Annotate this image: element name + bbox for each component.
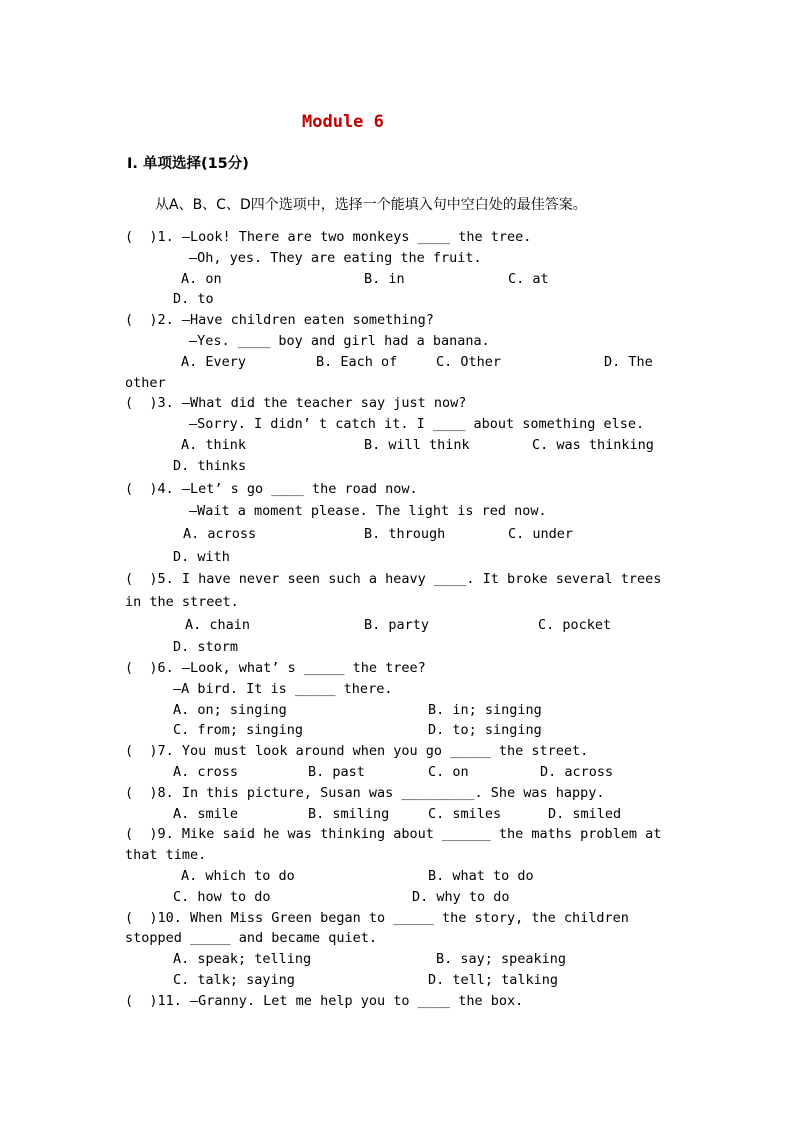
section-heading: Ⅰ. 单项选择(15分) bbox=[127, 156, 249, 172]
question-7-option-b: B. past bbox=[308, 764, 365, 780]
question-9-option-b: B. what to do bbox=[428, 868, 534, 884]
question-2-reply: —Yes. ____ boy and girl had a banana. bbox=[189, 333, 490, 349]
question-9-wrap: that time. bbox=[125, 847, 207, 863]
question-3-reply: —Sorry. I didn’ t catch it. I ____ about something else. bbox=[189, 416, 645, 432]
question-9-option-d: D. why to do bbox=[412, 889, 510, 905]
question-7-option-d: D. across bbox=[540, 764, 614, 780]
question-11-stem: ( )11. —Granny. Let me help you to ____ the box. bbox=[125, 993, 524, 1009]
question-1-option-a: A. on bbox=[181, 271, 222, 287]
question-6-stem: ( )6. —Look, what’ s _____ the tree? bbox=[125, 660, 426, 676]
question-4-stem: ( )4. —Let’ s go ____ the road now. bbox=[125, 481, 418, 497]
question-6-option-b: B. in; singing bbox=[428, 702, 542, 718]
question-2-option-d: D. The bbox=[604, 354, 653, 370]
question-5-option-a: A. chain bbox=[185, 617, 251, 633]
question-10-wrap: stopped _____ and became quiet. bbox=[125, 930, 377, 946]
question-10-option-a: A. speak; telling bbox=[173, 951, 312, 967]
question-6-option-d: D. to; singing bbox=[428, 722, 542, 738]
question-4-reply: —Wait a moment please. The light is red now. bbox=[189, 503, 547, 519]
question-2-option-b: B. Each of bbox=[316, 354, 398, 370]
question-1-option-b: B. in bbox=[364, 271, 405, 287]
question-8-option-b: B. smiling bbox=[308, 806, 390, 822]
question-7-option-c: C. on bbox=[428, 764, 469, 780]
question-1-reply: —Oh, yes. They are eating the fruit. bbox=[189, 250, 482, 266]
question-3-option-a: A. think bbox=[181, 437, 247, 453]
question-9-option-c: C. how to do bbox=[173, 889, 271, 905]
question-5-option-c: C. pocket bbox=[538, 617, 612, 633]
question-6-option-a: A. on; singing bbox=[173, 702, 287, 718]
question-5-option-b: B. party bbox=[364, 617, 430, 633]
question-8-option-c: C. smiles bbox=[428, 806, 502, 822]
question-1-option-c: C. at bbox=[508, 271, 549, 287]
question-10-option-b: B. say; speaking bbox=[436, 951, 567, 967]
question-5-wrap: in the street. bbox=[125, 594, 239, 610]
question-6-reply: —A bird. It is _____ there. bbox=[173, 681, 393, 697]
question-3-option-c: C. was thinking bbox=[532, 437, 654, 453]
question-3-option-b: B. will think bbox=[364, 437, 470, 453]
question-7-option-a: A. cross bbox=[173, 764, 239, 780]
question-4-option-c: C. under bbox=[508, 526, 574, 542]
question-8-option-a: A. smile bbox=[173, 806, 239, 822]
question-4-option-b: B. through bbox=[364, 526, 446, 542]
question-10-option-d: D. tell; talking bbox=[428, 972, 559, 988]
question-4-option-a: A. across bbox=[183, 526, 257, 542]
instruction-text: 从A、B、C、D四个选项中，选择一个能填入句中空白处的最佳答案。 bbox=[155, 197, 587, 213]
question-1-stem: ( )1. —Look! There are two monkeys ____ the tree. bbox=[125, 229, 532, 245]
question-5-option-d: D. storm bbox=[173, 639, 239, 655]
question-3-option-d: D. thinks bbox=[173, 458, 247, 474]
question-5-stem: ( )5. I have never seen such a heavy ____. It broke several trees bbox=[125, 571, 662, 587]
question-10-stem: ( )10. When Miss Green began to _____ the story, the children bbox=[125, 910, 629, 926]
question-8-option-d: D. smiled bbox=[548, 806, 622, 822]
question-2-wrap: other bbox=[125, 375, 166, 391]
question-1-option-d: D. to bbox=[173, 291, 214, 307]
question-9-stem: ( )9. Mike said he was thinking about ______ the maths problem at bbox=[125, 826, 662, 842]
question-2-stem: ( )2. —Have children eaten something? bbox=[125, 312, 434, 328]
question-2-option-c: C. Other bbox=[436, 354, 502, 370]
question-9-option-a: A. which to do bbox=[181, 868, 295, 884]
question-4-option-d: D. with bbox=[173, 549, 230, 565]
question-10-option-c: C. talk; saying bbox=[173, 972, 295, 988]
question-3-stem: ( )3. —What did the teacher say just now? bbox=[125, 395, 467, 411]
question-7-stem: ( )7. You must look around when you go _____ the street. bbox=[125, 743, 589, 759]
page-title: Module 6 bbox=[302, 112, 384, 132]
question-6-option-c: C. from; singing bbox=[173, 722, 304, 738]
question-2-option-a: A. Every bbox=[181, 354, 247, 370]
question-8-stem: ( )8. In this picture, Susan was _________. She was happy. bbox=[125, 785, 605, 801]
